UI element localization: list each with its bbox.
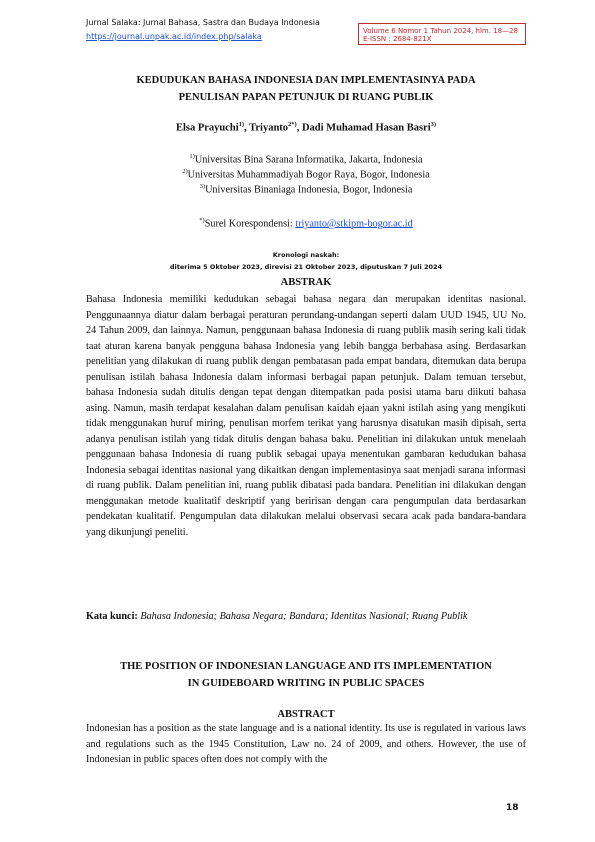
journal-url-link[interactable]: https://journal.unpak.ac.id/index.php/salaka [86, 32, 262, 41]
affiliation-superscript: 1) [189, 153, 195, 160]
history-label: Kronologi naskah: [272, 251, 340, 259]
author-list [86, 121, 526, 134]
article-title-line-2: PENULISAN PAPAN PETUNJUK DI RUANG PUBLIK [178, 92, 434, 103]
keywords-text: Bahasa Indonesia; Bahasa Negara; Bandara; Identitas Nasional; Ruang Publik [140, 611, 468, 622]
journal-name: Jurnal Salaka: Jurnal Bahasa, Sastra dan Budaya Indonesia [86, 18, 320, 27]
affiliation-superscript: 2) [182, 168, 188, 175]
author-superscript: 2*) [288, 121, 297, 128]
keywords [86, 609, 526, 625]
page-number: 18 [506, 803, 519, 813]
english-title-line-2: IN GUIDEBOARD WRITING IN PUBLIC SPACES [187, 678, 425, 689]
correspondence-superscript: *) [199, 217, 205, 224]
author-superscript: 1) [238, 121, 245, 128]
history-dates: diterima 5 Oktober 2023, direvisi 21 Oktober 2023, diputuskan 7 Juli 2024 [169, 263, 443, 271]
keywords-label: Kata kunci: [86, 611, 138, 622]
article-title-line-1: KEDUDUKAN BAHASA INDONESIA DAN IMPLEMENTASINYA PADA [136, 75, 476, 86]
english-title-line-1: THE POSITION OF INDONESIAN LANGUAGE AND ITS IMPLEMENTATION [120, 661, 492, 672]
affiliation-1 [86, 153, 526, 165]
author-name: Elsa Prayuchi [175, 122, 239, 134]
author-superscript: 3) [430, 121, 437, 128]
author-name: Triyanto [249, 122, 289, 134]
abstrak-body: Bahasa Indonesia memiliki kedudukan sebagai bahasa negara dan merupakan identitas nasional. Penggunaannya diatur dalam berbagai peraturan perundang-undangan seperti dalam UUD 1945, UU No. 24 Tahun 2009, dan lainnya. Namun, penggunaan bahasa Indonesia di ruang publik masih sering kali tidak taat aturan karena banyak pengguna bahasa Indonesia yang lebih bangga berbahasa asing. Berdasarkan penelitian yang dilakukan di ruang publik dengan pembatasan pada empat bandara, ditemukan data berupa penulisan istilah bahasa Indonesia dalam informasi berbagai papan petunjuk. Dalam temuan tersebut, bahasa Indonesia sudah ditulis dengan tepat dengan ditempatkan pada posisi utama baru diikuti bahasa asing. Namun, masih terdapat kesalahan dalam penulisan kaidah ejaan yakni istilah asing yang mengikuti tidak menggunakan huruf miring, penulisan morfem terikat yang harusnya disatukan masih dipisah, serta adanya penulisan istilah yang tidak ditulis dengan bahasa baku. Penelitian ini dilakukan untuk menelaah penggunaan bahasa Indonesia di ruang publik sebagai upaya menentukan gambaran kedudukan bahasa Indonesia sebagai identitas nasional yang dikaitkan dengan implementasinya saat menjadi sarana informasi di ruang publik. Dalam penelitian ini, ruang publik dibatasi pada bandara. Penelitian ini dilakukan dengan menggunakan metode kualitatif deskriptif yang beririsan dengan cara pengumpulan data berdasarkan pendekatan kualitatif. Pengumpulan data dilakukan melalui observasi secara acak pada bandara-bandara yang dikunjungi peneliti. [86, 294, 526, 538]
abstrak-heading: ABSTRAK [280, 277, 332, 288]
english-title [86, 658, 526, 692]
abstract-heading: ABSTRACT [277, 709, 335, 720]
author-separator: , [244, 122, 250, 134]
abstract-body: Indonesian has a position as the state language and is a national identity. Its use is regulated in various laws and regulations such as the 1945 Constitution, Law no. 24 of 2009, and others. However, the use of Indonesian in public spaces often does not comply with the [86, 723, 526, 765]
affiliation-3 [86, 183, 526, 195]
correspondence-email-link[interactable]: triyanto@stkipm-bogor.ac.id [295, 218, 413, 230]
affiliation-superscript: 3) [199, 183, 206, 190]
affiliation-text: Universitas Bina Sarana Informatika, Jakarta, Indonesia [194, 154, 423, 166]
issn: E-ISSN : 2684-821X [363, 35, 432, 43]
volume-info-box [358, 23, 526, 45]
author-name: Dadi Muhamad Hasan Basri [301, 122, 431, 134]
affiliation-text: Universitas Binaniaga Indonesia, Bogor, Indonesia [205, 184, 413, 196]
affiliation-text: Universitas Muhammadiyah Bogor Raya, Bogor, Indonesia [187, 169, 430, 181]
volume-info: Volume 6 Nomor 1 Tahun 2024, hlm. 18—28 [363, 27, 519, 35]
article-title [86, 72, 526, 106]
affiliation-2 [86, 168, 526, 180]
correspondence [86, 217, 526, 229]
correspondence-label: Surel Korespondensi: [204, 218, 296, 230]
author-separator: , [296, 122, 302, 134]
